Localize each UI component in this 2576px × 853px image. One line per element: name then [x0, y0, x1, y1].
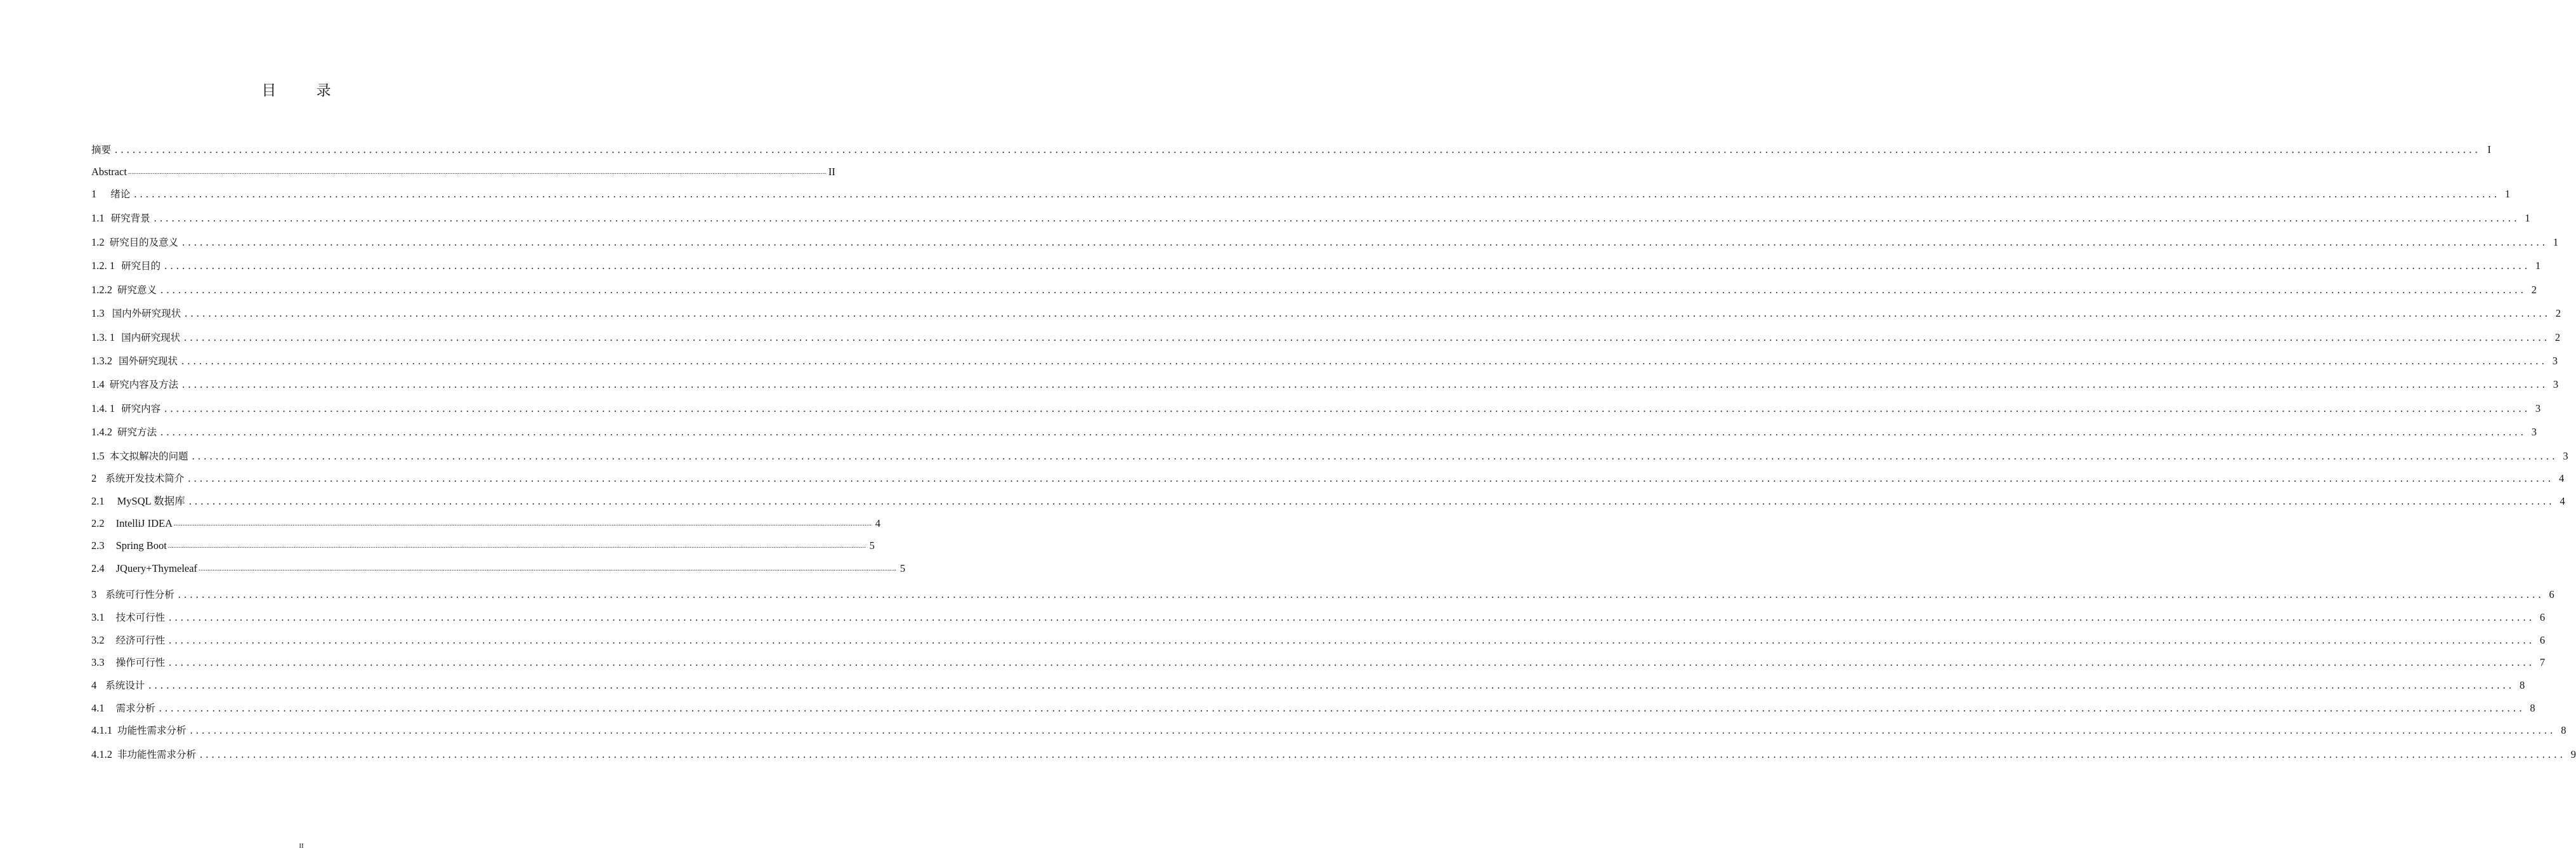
dot-leader: ................................................................................................................................................................................................................................................................................................................................................................................................................: [164, 402, 2531, 414]
toc-entry-label: [91, 143, 111, 156]
toc-entry-page: 1: [2535, 260, 2541, 272]
toc-entry-text: 经济可行性: [115, 635, 166, 646]
toc-entry-number: 2.3: [91, 539, 105, 552]
dot-leader: ................................................................................................................................................................................................................................................................................................................................................................................................................: [190, 724, 2556, 736]
toc-entry-page: 2: [2554, 331, 2561, 343]
toc-entry-number: 3: [91, 588, 97, 600]
toc-entry-page: 6: [2549, 588, 2554, 600]
toc-entry-page: 4: [2560, 495, 2565, 507]
toc-entry-number: 4.1.2: [91, 748, 112, 760]
toc-entry-label: [91, 495, 185, 508]
toc-entry[interactable]: [91, 515, 880, 530]
toc-entry-label: [91, 562, 197, 575]
toc-entry-number: 1.5: [91, 450, 105, 462]
dot-leader: ................................................................................................................................................................................................................................................................................................................................................................................................................: [169, 656, 2535, 668]
toc-entry-label: [91, 748, 196, 761]
dot-leader: ................................................................................................................................................................................................................................................................................................................................................................................................................: [173, 520, 872, 527]
toc-entry-number: 1.1: [91, 212, 105, 224]
toc-entry[interactable]: [91, 654, 2546, 669]
toc-entry-label: [91, 702, 155, 715]
toc-entry-text: 系统设计: [105, 680, 145, 691]
toc-entry[interactable]: [91, 699, 2535, 715]
toc-entry-number: 2.1: [91, 495, 105, 507]
toc-entry-label: [91, 724, 186, 737]
dot-leader: ................................................................................................................................................................................................................................................................................................................................................................................................................: [164, 260, 2531, 272]
toc-entry-number: 4.1: [91, 702, 105, 714]
toc-entry-label: [91, 188, 130, 201]
toc-entry-text: 研究内容及方法: [109, 379, 179, 390]
toc-entry-label: [91, 634, 165, 647]
toc-entry-text: 绪论: [110, 188, 131, 200]
toc-entry-text: 系统可行性分析: [105, 589, 174, 600]
toc-entry-text: Spring Boot: [115, 539, 167, 552]
toc-entry-page: 3: [2552, 355, 2558, 367]
dot-leader: ................................................................................................................................................................................................................................................................................................................................................................................................................: [169, 611, 2535, 623]
toc-entry-page: 6: [2539, 634, 2546, 646]
toc-entry-page: 1: [2505, 188, 2511, 200]
dot-leader: ................................................................................................................................................................................................................................................................................................................................................................................................................: [167, 542, 866, 550]
toc-entry-page: 1: [2553, 236, 2559, 248]
toc-entry[interactable]: [91, 352, 2558, 367]
toc-entry[interactable]: [91, 560, 906, 575]
toc-entry[interactable]: [91, 234, 2559, 249]
toc-entry[interactable]: [91, 163, 835, 178]
dot-leader: ................................................................................................................................................................................................................................................................................................................................................................................................................: [178, 588, 2544, 600]
dot-leader: ................................................................................................................................................................................................................................................................................................................................................................................................................: [181, 355, 2548, 367]
toc-entry-label: [91, 284, 157, 296]
toc-entry-number: 4: [91, 679, 97, 691]
toc-entry-text: 本文拟解决的问题: [109, 451, 188, 462]
dot-leader: ................................................................................................................................................................................................................................................................................................................................................................................................................: [160, 284, 2527, 296]
dot-leader: ................................................................................................................................................................................................................................................................................................................................................................................................................: [199, 565, 897, 572]
toc-entry-page: 2: [2555, 307, 2561, 319]
toc-entry-label: [91, 517, 173, 530]
toc-entry-number: 1.3. 1: [91, 331, 115, 343]
toc-entry-label: [91, 402, 160, 415]
toc-entry-text: 研究意义: [117, 284, 157, 296]
dot-leader: ................................................................................................................................................................................................................................................................................................................................................................................................................: [148, 679, 2515, 691]
toc-entry-page: 7: [2539, 656, 2546, 668]
toc-entry[interactable]: [91, 305, 2561, 320]
dot-leader: ................................................................................................................................................................................................................................................................................................................................................................................................................: [185, 307, 2551, 319]
toc-entry-number: 1.4.2: [91, 426, 112, 438]
toc-entry-label: [91, 679, 145, 692]
toc-entry[interactable]: [91, 677, 2525, 692]
toc-entry-number: 1.3: [91, 307, 105, 319]
dot-leader: ................................................................................................................................................................................................................................................................................................................................................................................................................: [184, 331, 2551, 343]
toc-entry-text: 操作可行性: [115, 657, 166, 668]
toc-entry-page: 3: [2553, 378, 2559, 390]
toc-entry-number: 1: [91, 188, 97, 200]
dot-leader: ................................................................................................................................................................................................................................................................................................................................................................................................................: [188, 495, 2555, 507]
toc-entry-page: 9: [2570, 748, 2576, 760]
toc-entry[interactable]: [91, 257, 2541, 272]
toc-entry-text: 技术可行性: [115, 612, 166, 623]
toc-entry[interactable]: [91, 423, 2537, 439]
toc-entry-page: 8: [2520, 679, 2525, 691]
toc-entry-number: 1.4: [91, 378, 105, 390]
toc-entry[interactable]: [91, 586, 2554, 601]
toc-entry-page: 1: [2525, 212, 2530, 224]
toc-entry-label: [91, 166, 127, 178]
toc-entry-text: 摘要: [91, 144, 112, 155]
toc-entry[interactable]: [91, 493, 2565, 508]
toc-entry-label: [91, 656, 165, 669]
toc-entry[interactable]: [91, 400, 2541, 415]
toc-entry-page: 5: [869, 539, 875, 552]
dot-leader: ................................................................................................................................................................................................................................................................................................................................................................................................................: [188, 472, 2554, 484]
toc-entry-text: 系统开发技术简介: [105, 473, 185, 484]
dot-leader: ................................................................................................................................................................................................................................................................................................................................................................................................................: [169, 634, 2535, 646]
toc-entry[interactable]: [91, 746, 2576, 761]
toc-entry[interactable]: [91, 609, 2546, 624]
toc-entry-label: [91, 307, 181, 320]
toc-entry-text: 研究背景: [110, 213, 150, 224]
toc-entry-number: 3.3: [91, 656, 105, 668]
toc-entry-number: 1.3.2: [91, 355, 112, 367]
toc-entry-label: [91, 426, 157, 439]
toc-entry[interactable]: [91, 447, 2568, 463]
toc-entry-label: [91, 611, 165, 624]
dot-leader: ................................................................................................................................................................................................................................................................................................................................................................................................................: [154, 212, 2520, 224]
toc-entry-page: 4: [875, 517, 880, 529]
toc-entry-label: [91, 450, 188, 463]
toc-entry-label: [91, 378, 178, 391]
toc-entry[interactable]: [91, 329, 2561, 344]
dot-leader: ................................................................................................................................................................................................................................................................................................................................................................................................................: [182, 378, 2549, 390]
toc-entry-number: 2.2: [91, 517, 105, 529]
toc-entry-text: JQuery+Thymeleaf: [115, 562, 198, 574]
toc-entry-page: 3: [2535, 402, 2541, 414]
toc-entry-label: [91, 260, 160, 272]
toc-entry[interactable]: [91, 209, 2530, 225]
toc-entry-number: 3.2: [91, 634, 105, 646]
toc-entry[interactable]: [91, 376, 2559, 391]
toc-entry-page: 6: [2539, 611, 2546, 623]
toc-entry[interactable]: [91, 141, 2492, 156]
toc-entry-text: 研究内容: [121, 403, 161, 414]
toc-entry-label: [91, 212, 150, 225]
dot-leader: ................................................................................................................................................................................................................................................................................................................................................................................................................: [160, 426, 2527, 438]
toc-entry-label: [91, 355, 178, 367]
toc-entry[interactable]: [91, 281, 2537, 296]
toc-entry-page: 8: [2530, 702, 2535, 714]
toc-entry-text: IntelliJ IDEA: [115, 517, 173, 529]
toc-entry-label: [91, 539, 167, 552]
toc-entry-text: 非功能性需求分析: [117, 749, 197, 760]
toc-entry-page: 5: [899, 562, 906, 574]
toc-entry-number: 3.1: [91, 611, 105, 623]
dot-leader: ................................................................................................................................................................................................................................................................................................................................................................................................................: [159, 702, 2525, 714]
toc-entry-page: 4: [2559, 472, 2565, 484]
toc-entry-number: 2.4: [91, 562, 105, 574]
toc-entry-page: 3: [2563, 450, 2568, 462]
toc-entry[interactable]: [91, 537, 875, 552]
toc-entry-text: 研究目的及意义: [109, 237, 179, 248]
page-title: 目 录: [261, 83, 349, 99]
dot-leader: ................................................................................................................................................................................................................................................................................................................................................................................................................: [192, 450, 2558, 462]
toc-entry-number: 4.1.1: [91, 724, 112, 736]
toc-entry[interactable]: [91, 631, 2546, 647]
toc-entry-text: 国内外研究现状: [112, 308, 181, 319]
toc-entry-page: 8: [2561, 724, 2566, 736]
toc-entry-label: [91, 472, 184, 485]
toc-entry-number: 1.2: [91, 236, 105, 248]
toc-entry-label: [91, 588, 174, 601]
toc-entry-text: 国内研究现状: [121, 332, 181, 343]
toc-entry-text: 研究方法: [117, 426, 157, 438]
dot-leader: ................................................................................................................................................................................................................................................................................................................................................................................................................: [182, 236, 2549, 248]
toc-entry-text: MySQL 数据库: [117, 495, 185, 507]
toc-entry-text: 需求分析: [115, 703, 155, 714]
toc-entry-text: 研究目的: [121, 260, 161, 272]
toc-entry-text: 国外研究现状: [119, 355, 178, 367]
toc-entry-number: Abstract: [91, 166, 127, 178]
toc-entry-label: [91, 331, 180, 344]
toc-entry[interactable]: [91, 185, 2511, 201]
toc-entry-text: 功能性需求分析: [117, 725, 186, 736]
toc-entry-page: II: [828, 166, 835, 178]
toc-entry-number: 1.4. 1: [91, 402, 115, 414]
toc-entry-page: 3: [2531, 426, 2537, 438]
toc-entry-page: I: [2487, 143, 2492, 155]
dot-leader: ................................................................................................................................................................................................................................................................................................................................................................................................................: [127, 168, 826, 176]
toc-entry-number: 1.2.2: [91, 284, 112, 296]
toc-entry-label: [91, 236, 178, 249]
dot-leader: ................................................................................................................................................................................................................................................................................................................................................................................................................: [200, 748, 2566, 760]
page-number-footer: II: [299, 842, 304, 850]
toc-entry[interactable]: [91, 470, 2565, 485]
toc-entry-number: 2: [91, 472, 97, 484]
toc-entry[interactable]: [91, 722, 2566, 737]
toc-entry-page: 2: [2531, 284, 2537, 296]
toc-entry-number: 1.2. 1: [91, 260, 115, 272]
dot-leader: ................................................................................................................................................................................................................................................................................................................................................................................................................: [134, 188, 2501, 200]
dot-leader: ................................................................................................................................................................................................................................................................................................................................................................................................................: [115, 143, 2481, 155]
